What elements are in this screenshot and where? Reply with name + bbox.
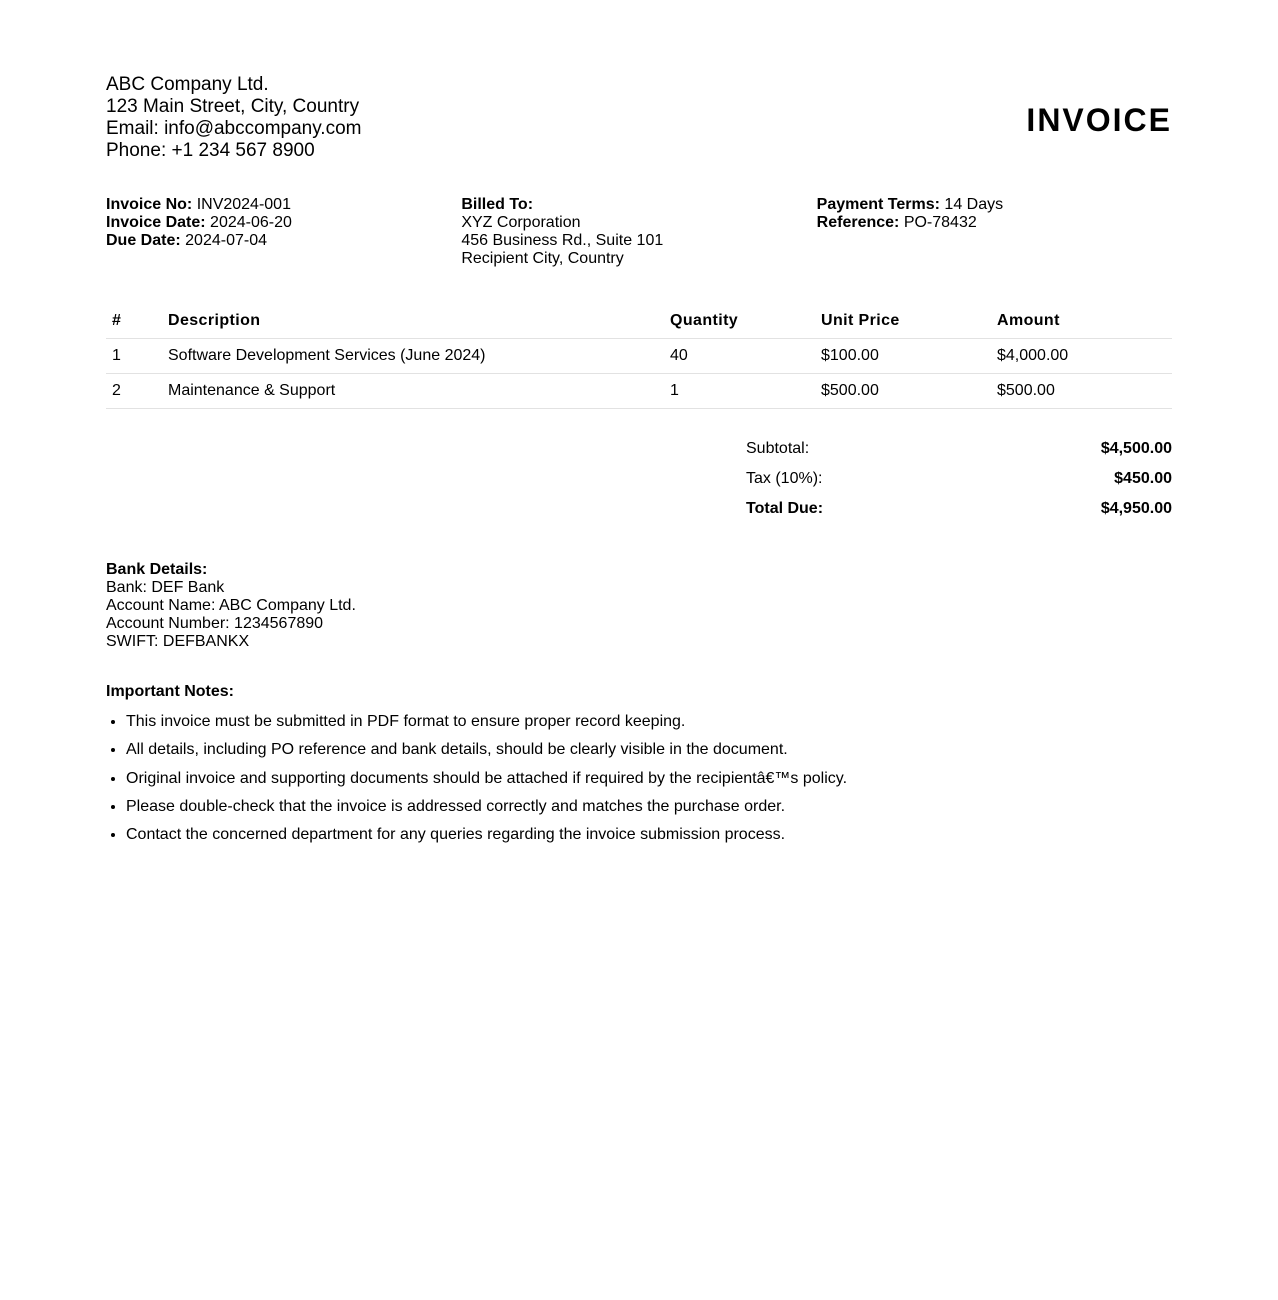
invoice-title: INVOICE bbox=[1026, 102, 1172, 138]
line-items-table bbox=[106, 304, 1172, 409]
header-amount: Amount bbox=[991, 304, 1172, 339]
due-date-label: Due Date: bbox=[106, 232, 181, 249]
bank-details-heading: Bank Details: bbox=[106, 561, 208, 578]
list-item: • Please double-check that the invoice is addressed correctly and matches the purchase order. bbox=[126, 798, 1172, 816]
invoice-number bbox=[106, 196, 461, 214]
tax-label: Tax (10%): bbox=[746, 470, 823, 487]
company-address: 123 Main Street, City, Country bbox=[106, 96, 360, 117]
row-unit-price: $500.00 bbox=[815, 374, 991, 409]
invoice-number-value: INV2024-001 bbox=[196, 196, 291, 213]
reference-label: Reference: bbox=[816, 214, 900, 231]
due-date-value: 2024-07-04 bbox=[185, 232, 267, 249]
billed-to-address-line-2: Recipient City, Country bbox=[461, 250, 624, 267]
subtotal-row bbox=[746, 434, 1172, 464]
invoice-meta bbox=[106, 196, 1172, 304]
list-item: • Contact the concerned department for any queries regarding the invoice submission process. bbox=[126, 826, 1172, 844]
row-description: Software Development Services (June 2024) bbox=[162, 339, 664, 374]
table-row bbox=[106, 339, 1172, 374]
row-quantity: 40 bbox=[664, 339, 815, 374]
totals-summary bbox=[746, 434, 1172, 524]
row-description: Maintenance & Support bbox=[162, 374, 664, 409]
notes-list bbox=[106, 713, 1172, 844]
row-number: 1 bbox=[106, 339, 162, 374]
table-row bbox=[106, 374, 1172, 409]
invoice-number-label: Invoice No: bbox=[106, 196, 193, 213]
billed-to-address-line-1: 456 Business Rd., Suite 101 bbox=[461, 232, 664, 249]
tax-value: $450.00 bbox=[1114, 470, 1172, 487]
billed-to-label: Billed To: bbox=[461, 196, 534, 213]
row-quantity: 1 bbox=[664, 374, 815, 409]
payment-terms bbox=[817, 196, 1172, 214]
invoice-date-value: 2024-06-20 bbox=[210, 214, 292, 231]
company-email: Email: info@abccompany.com bbox=[106, 118, 362, 139]
account-number: Account Number: 1234567890 bbox=[106, 615, 324, 632]
reference-value: PO-78432 bbox=[903, 214, 977, 231]
due-date bbox=[106, 232, 461, 250]
row-number: 2 bbox=[106, 374, 162, 409]
invoice-header bbox=[106, 74, 1172, 196]
reference bbox=[817, 214, 1172, 232]
header-quantity: Quantity bbox=[664, 304, 815, 339]
payment-terms-value: 14 Days bbox=[944, 196, 1004, 213]
invoice-date-label: Invoice Date: bbox=[106, 214, 206, 231]
total-due-row bbox=[746, 494, 1172, 524]
billed-to bbox=[461, 196, 816, 304]
tax-row bbox=[746, 464, 1172, 494]
billed-to-name: XYZ Corporation bbox=[461, 214, 581, 231]
row-unit-price: $100.00 bbox=[815, 339, 991, 374]
payment-info bbox=[817, 196, 1172, 304]
invoice-date bbox=[106, 214, 461, 232]
notes-heading: Important Notes: bbox=[106, 683, 234, 700]
subtotal-label: Subtotal: bbox=[746, 440, 810, 457]
invoice-page bbox=[106, 74, 1172, 854]
invoice-details bbox=[106, 196, 461, 304]
bank-details bbox=[106, 561, 1172, 651]
company-info bbox=[106, 74, 361, 162]
swift-code: SWIFT: DEFBANKX bbox=[106, 633, 250, 650]
list-item: • This invoice must be submitted in PDF format to ensure proper record keeping. bbox=[126, 713, 1172, 731]
header-description: Description bbox=[162, 304, 664, 339]
row-amount: $500.00 bbox=[991, 374, 1172, 409]
table-header-row bbox=[106, 304, 1172, 339]
header-number: # bbox=[106, 304, 162, 339]
company-phone: Phone: +1 234 567 8900 bbox=[106, 140, 315, 161]
header-unit-price: Unit Price bbox=[815, 304, 991, 339]
row-amount: $4,000.00 bbox=[991, 339, 1172, 374]
payment-terms-label: Payment Terms: bbox=[816, 196, 940, 213]
total-due-value: $4,950.00 bbox=[1100, 500, 1172, 517]
total-due-label: Total Due: bbox=[746, 500, 824, 517]
bank-name: Bank: DEF Bank bbox=[106, 579, 225, 596]
company-name: ABC Company Ltd. bbox=[106, 74, 269, 95]
list-item: • Original invoice and supporting documents should be attached if required by the recipientâ€™s policy. bbox=[126, 770, 1172, 788]
account-name: Account Name: ABC Company Ltd. bbox=[106, 597, 356, 614]
list-item: • All details, including PO reference and bank details, should be clearly visible in the document. bbox=[126, 741, 1172, 759]
important-notes bbox=[106, 683, 1172, 844]
subtotal-value: $4,500.00 bbox=[1100, 440, 1172, 457]
